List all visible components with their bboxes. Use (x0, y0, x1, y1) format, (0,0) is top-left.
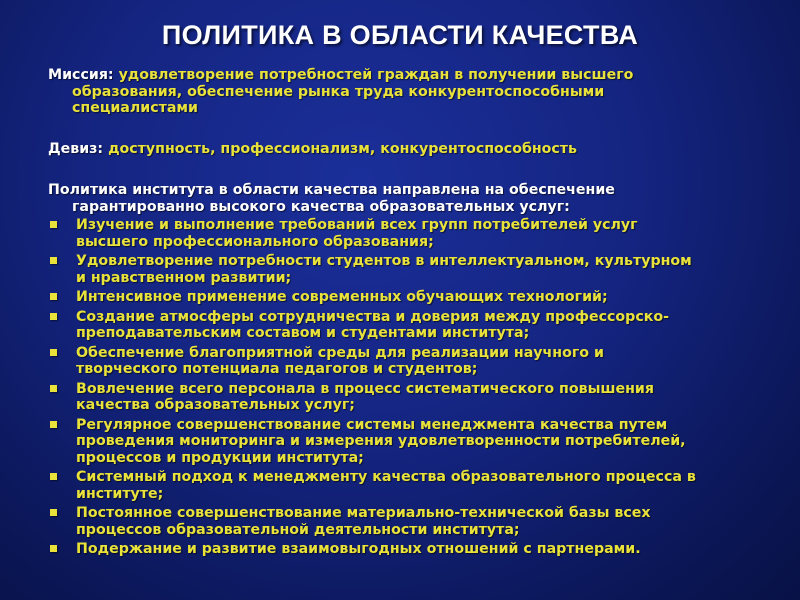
square-bullet-icon (50, 257, 57, 264)
list-item: Обеспечение благоприятной среды для реализации научного и творческого потенциала педагогов и студентов; (48, 345, 768, 378)
list-item: Регулярное совершенствование системы менеджмента качества путем проведения мониторинга и измерения удовлетворенности потребителей, процессов и продукции института; (48, 417, 768, 467)
slide-title: ПОЛИТИКА В ОБЛАСТИ КАЧЕСТВА (161, 20, 639, 50)
list-item: Создание атмосферы сотрудничества и доверия между профессорско- преподавательским составом и студентами института; (48, 309, 768, 342)
policy-intro-line1: Политика института в области качества направлена на обеспечение (48, 182, 615, 198)
square-bullet-icon (50, 313, 57, 320)
square-bullet-icon (50, 385, 57, 392)
motto-label: Девиз: (48, 141, 104, 157)
mission-block (48, 67, 768, 117)
list-item: Постоянное совершенствование материально-технической базы всех процессов образовательной деятельности института; (48, 505, 768, 538)
square-bullet-icon (50, 421, 57, 428)
mission-label: Миссия: (48, 67, 114, 83)
mission-text-line3: специалистами (72, 100, 198, 116)
list-item: Вовлечение всего персонала в процесс систематического повышения качества образовательных услуг; (48, 381, 768, 414)
square-bullet-icon (50, 221, 57, 228)
mission-text-line1: удовлетворение потребностей граждан в получении высшего (118, 67, 634, 83)
square-bullet-icon (50, 545, 57, 552)
list-item: Подержание и развитие взаимовыгодных отношений с партнерами. (48, 541, 768, 558)
list-item: Удовлетворение потребности студентов в интеллектуальном, культурном и нравственном развитии; (48, 253, 768, 286)
square-bullet-icon (50, 349, 57, 356)
square-bullet-icon (50, 293, 57, 300)
motto-block (48, 141, 768, 158)
square-bullet-icon (50, 509, 57, 516)
list-item: Интенсивное применение современных обучающих технологий; (48, 289, 768, 306)
motto-text: доступность, профессионализм, конкурентоспособность (108, 141, 578, 157)
list-item: Изучение и выполнение требований всех групп потребителей услуг высшего профессионального образования; (48, 217, 768, 250)
policy-intro-line2: гарантированно высокого качества образовательных услуг: (72, 198, 570, 215)
mission-text-line2: образования, обеспечение рынка труда конкурентоспособными (72, 83, 605, 100)
policy-intro (48, 182, 768, 215)
list-item: Системный подход к менеджменту качества образовательного процесса в институте; (48, 469, 768, 502)
square-bullet-icon (50, 473, 57, 480)
policy-bullet-list (48, 217, 768, 561)
